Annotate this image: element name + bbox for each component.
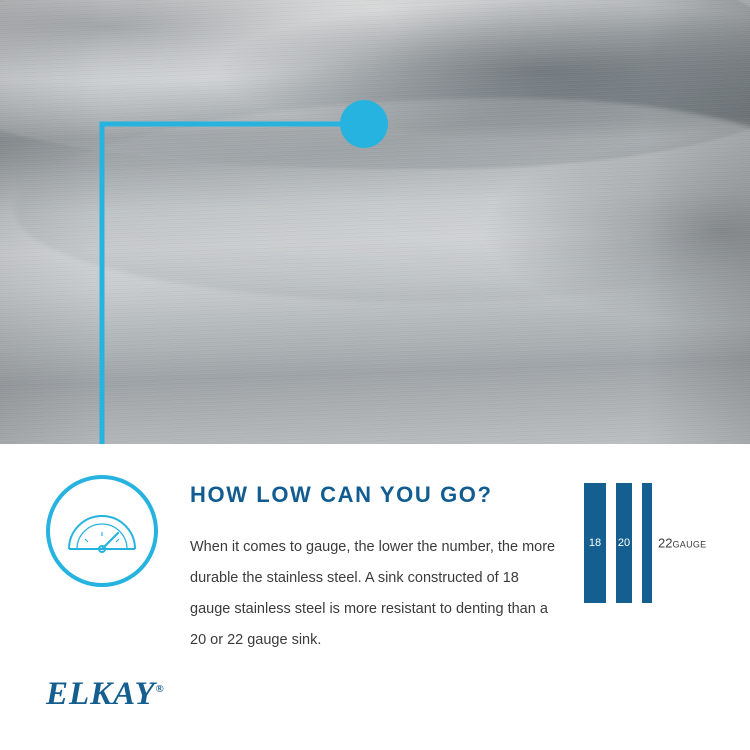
gauge-icon [65,505,139,557]
elkay-logo [46,676,165,713]
elkay-registered-mark: ® [155,683,165,695]
gauge-bar-22 [642,483,652,603]
elkay-logo-text: ELKAY [46,676,156,712]
gauge-badge [46,475,158,587]
gauge-bar-22-number: 22 [658,535,673,551]
gauge-bar-22-suffix: GAUGE [672,539,707,550]
gauge-bar-18 [584,483,606,603]
gauge-bar-20-label: 20 [617,537,631,549]
gauge-bars-graphic [584,483,714,603]
gauge-bar-18-label: 18 [588,537,602,549]
gauge-bar-22-label [658,536,706,551]
gauge-bar-20 [616,483,632,603]
body-copy: When it comes to gauge, the lower the number, the more durable the stainless steel. A sink constructed of 18 gauge stainless steel is more resistant to denting than a 20 or 22 gauge sink. [190,539,556,648]
headline: HOW LOW CAN YOU GO? [190,482,493,507]
